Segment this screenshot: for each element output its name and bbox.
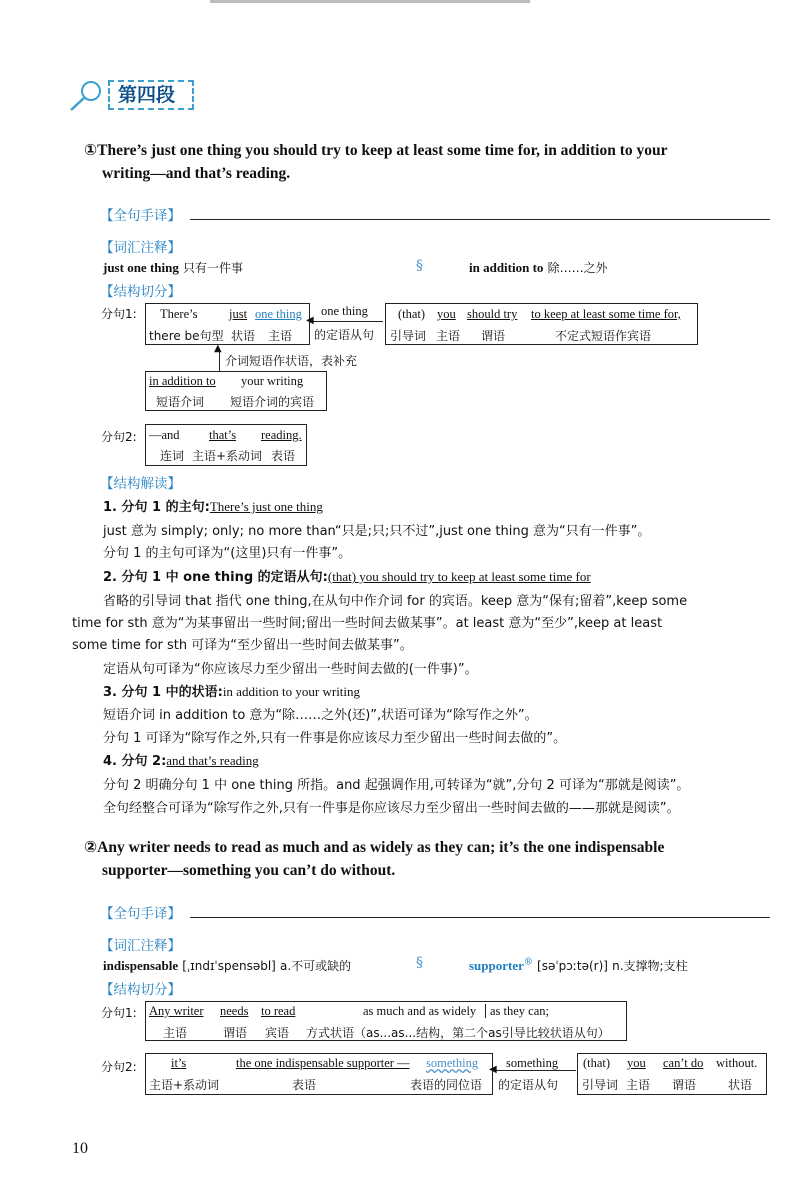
vocab-label-1: 【词汇注释】 (100, 240, 181, 256)
token: needs (220, 1004, 249, 1018)
clause-label: 分句2: (101, 430, 137, 444)
token: that’s (209, 428, 237, 442)
analysis-text: 短语介词 in addition to 意为“除……之外(还)”,状语可译为“除写作之外”。 (103, 708, 538, 723)
token: you (437, 307, 456, 321)
token: can’t do (663, 1056, 704, 1070)
arrow-up-icon: ▲ (214, 343, 222, 354)
token: to keep at least some time for, (531, 307, 681, 321)
role: 表语的同位语 (410, 1078, 483, 1092)
analysis-text: 全句经整合可译为“除写作之外,只有一件事是你应该尽力至少留出一些时间去做的——那就是阅读”。 (103, 801, 680, 816)
rc-tag: 的定语从句 (498, 1078, 559, 1092)
role: 表语 (292, 1078, 317, 1092)
analysis-text: time for sth 意为“为某事留出一些时间;留出一些时间去做某事”。at least 意为“至少”,keep at least (72, 616, 663, 631)
role: 不定式短语作宾语 (555, 329, 652, 343)
vocab-item-1: just one thing 只有一件事 (103, 260, 244, 275)
token: you (627, 1056, 646, 1070)
clause-label: 分句2: (101, 1060, 137, 1074)
magnifier-icon (64, 76, 108, 116)
role: 谓语 (223, 1026, 248, 1040)
divider (485, 1004, 486, 1018)
analysis-heading: 3. 分句 1 中的状语:in addition to your writing (103, 684, 361, 700)
analysis-heading: 1. 分句 1 的主句:There’s just one thing (103, 499, 323, 515)
vocab-item-2: in addition to 除……之外 (469, 260, 608, 275)
role: 方式状语（as...as...结构，第二个as引导比较状语从句） (306, 1026, 610, 1040)
vocab-item-3: indispensable [ˌɪndɪˈspensəbl] a.不可或缺的 (103, 958, 352, 973)
token: reading. (261, 428, 302, 442)
token: the one indispensable supporter — (236, 1056, 410, 1070)
struct-label-2: 【结构切分】 (100, 982, 181, 998)
analysis-text: 定语从句可译为“你应该尽力至少留出一些时间去做的(一件事)”。 (103, 662, 478, 677)
struct-label-1: 【结构切分】 (100, 284, 181, 300)
token: without. (716, 1056, 758, 1070)
clause-label: 分句1: (101, 307, 137, 321)
vocab-item-4: supporter® [səˈpɔːtə(r)] n.支撑物;支柱 (469, 957, 688, 973)
analysis-text: 分句 2 明确分句 1 中 one thing 所指。and 起强调作用,可转译为“就”,分句 2 可译为“那就是阅读”。 (103, 778, 690, 793)
role: 状语 (728, 1078, 753, 1092)
analysis-heading: 2. 分句 1 中 one thing 的定语从句:(that) you should try to keep at least some time for (103, 569, 591, 585)
sentence-1-line-2: writing—and that’s reading. (102, 165, 291, 182)
arrow-left-icon: ◀ (306, 315, 314, 326)
sentence-1-line-1: ①There’s just one thing you should try to keep at least some time for, in addition to your (84, 141, 668, 159)
analysis-text: 分句 1 可译为“除写作之外,只有一件事是你应该尽力至少留出一些时间去做的”。 (103, 731, 567, 746)
role: 引导词 (390, 329, 427, 343)
role: 主语 (163, 1026, 188, 1040)
top-rule (210, 0, 530, 3)
role: 表语 (271, 449, 296, 463)
token: just (229, 307, 248, 321)
token: one thing (255, 307, 302, 321)
rc-head: one thing (321, 304, 368, 318)
token: as they can; (490, 1004, 550, 1018)
token: your writing (241, 374, 304, 388)
analysis-text: just 意为 simply; only; no more than“只是;只;只不过”,just one thing 意为“只有一件事”。 (103, 524, 651, 539)
role: 短语介词的宾语 (230, 395, 315, 409)
rc-head: something (506, 1056, 559, 1070)
token: —and (149, 428, 180, 442)
translate-line-1[interactable] (190, 219, 770, 220)
role: 主语+系动词 (149, 1078, 220, 1092)
page-number: 10 (72, 1140, 88, 1157)
role: 主语 (626, 1078, 651, 1092)
vocab-label-2: 【词汇注释】 (100, 938, 181, 954)
role: 谓语 (481, 329, 506, 343)
analysis-label: 【结构解读】 (100, 476, 181, 492)
analysis-text: some time for sth 可译为“至少留出一些时间去做某事”。 (72, 638, 413, 653)
arrow-line (311, 321, 383, 322)
token: There’s (160, 307, 198, 321)
token: Any writer (149, 1004, 204, 1018)
token: in addition to (149, 374, 216, 388)
role: there be句型 (149, 329, 224, 343)
analysis-text: 分句 1 的主句可译为“(这里)只有一件事”。 (103, 546, 352, 561)
arrow-left-icon: ◀ (489, 1064, 497, 1075)
token: something (426, 1056, 479, 1070)
sentence-2-line-1: ②Any writer needs to read as much and as widely as they can; it’s the one indispensable (84, 838, 665, 856)
translate-label-1: 【全句手译】 (100, 208, 181, 224)
clause-label: 分句1: (101, 1006, 137, 1020)
section-header (64, 76, 194, 116)
role: 谓语 (672, 1078, 697, 1092)
role: 主语+系动词 (192, 449, 263, 463)
separator-icon: § (416, 258, 423, 274)
role: 主语 (436, 329, 461, 343)
rc-tag: 的定语从句 (314, 328, 375, 342)
role: 主语 (268, 329, 293, 343)
token: (that) (583, 1056, 611, 1070)
token: (that) (398, 307, 426, 321)
arrow-line (219, 352, 220, 372)
translate-line-2[interactable] (190, 917, 770, 918)
token: should try (467, 307, 518, 321)
analysis-text: 省略的引导词 that 指代 one thing,在从句中作介词 for 的宾语。keep 意为“保有;留着”,keep some (103, 594, 688, 609)
role: 连词 (160, 449, 185, 463)
token: it’s (171, 1056, 187, 1070)
token: as much and as widely (363, 1004, 477, 1018)
role: 宾语 (265, 1026, 290, 1040)
section-title: 第四段 (108, 80, 194, 110)
role: 状语 (231, 329, 256, 343)
role: 引导词 (582, 1078, 619, 1092)
token: to read (261, 1004, 296, 1018)
adverbial-note: 介词短语作状语，表补充 (225, 354, 358, 368)
sentence-2-line-2: supporter—something you can’t do without. (102, 862, 396, 879)
role: 短语介词 (156, 395, 205, 409)
separator-icon: § (416, 955, 423, 971)
translate-label-2: 【全句手译】 (100, 906, 181, 922)
analysis-heading: 4. 分句 2:and that’s reading (103, 753, 259, 769)
